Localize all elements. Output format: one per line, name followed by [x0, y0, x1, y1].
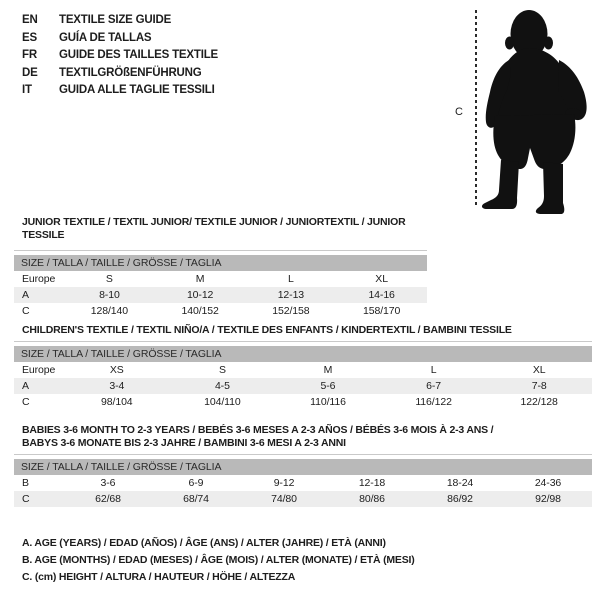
row-value: 12-13 — [277, 289, 305, 301]
table-row — [14, 378, 592, 394]
language-code: DE — [22, 66, 38, 79]
row-value: 110/116 — [310, 396, 346, 408]
row-value: 3-4 — [109, 380, 125, 392]
row-label: Europe — [22, 273, 56, 285]
baby-silhouette-icon — [481, 4, 599, 214]
row-value: 68/74 — [183, 493, 209, 505]
language-label: GUÍA DE TALLAS — [59, 31, 152, 44]
table-top-line — [14, 341, 592, 342]
section-title — [22, 424, 592, 450]
row-value: XL — [532, 364, 546, 376]
row-value: 12-18 — [358, 477, 386, 489]
footnote-line: A. AGE (YEARS) / EDAD (AÑOS) / ÂGE (ANS) / ALTER (JAHRE) / ETÀ (ANNI) — [22, 537, 386, 549]
table-row — [14, 303, 427, 319]
row-value: 24-36 — [534, 477, 562, 489]
language-label: GUIDE DES TAILLES TEXTILE — [59, 49, 218, 62]
row-label: B — [22, 477, 29, 489]
table-top-line — [14, 250, 427, 251]
language-label: TEXTILGRÖßENFÜHRUNG — [59, 66, 202, 79]
row-value: 6-9 — [188, 477, 204, 489]
section-title — [22, 324, 592, 337]
row-value: L — [288, 273, 294, 285]
row-label: A — [22, 380, 29, 392]
row-value: 86/92 — [447, 493, 473, 505]
row-value: S — [105, 273, 113, 285]
height-marker-label: C — [455, 106, 463, 118]
language-row — [22, 30, 218, 48]
language-row — [22, 12, 218, 30]
row-value: 6-7 — [426, 380, 442, 392]
language-list — [22, 12, 218, 100]
row-value: XL — [375, 273, 388, 285]
size-section — [14, 216, 427, 319]
row-value: 7-8 — [531, 380, 547, 392]
row-value: 8-10 — [99, 289, 120, 301]
size-table — [14, 454, 592, 507]
size-header-bar: SIZE / TALLA / TAILLE / GRÖSSE / TAGLIA — [14, 255, 427, 271]
language-label: TEXTILE SIZE GUIDE — [59, 14, 172, 26]
language-row — [22, 82, 218, 100]
row-value: 5-6 — [320, 380, 336, 392]
row-value: 74/80 — [271, 493, 297, 505]
table-row — [14, 475, 592, 491]
language-row — [22, 47, 218, 65]
row-value: 3-6 — [100, 477, 116, 489]
table-row — [14, 394, 592, 410]
row-value: M — [323, 364, 333, 376]
row-value: 4-5 — [214, 380, 230, 392]
row-value: L — [430, 364, 437, 376]
row-value: 62/68 — [95, 493, 121, 505]
row-value: 158/170 — [362, 305, 401, 317]
section-title-line: BABYS 3-6 MONATE BIS 2-3 JAHRE / BAMBINI 3-6 MESI A 2-3 ANNI — [22, 437, 346, 449]
section-title — [22, 216, 427, 242]
language-code: IT — [22, 84, 32, 97]
row-label: C — [22, 493, 30, 505]
row-value: 18-24 — [446, 477, 474, 489]
row-value: 9-12 — [273, 477, 295, 489]
row-label: Europe — [22, 364, 56, 376]
row-value: 92/98 — [535, 493, 561, 505]
row-value: 122/128 — [520, 396, 558, 408]
language-row — [22, 65, 218, 83]
section-title-line: CHILDREN'S TEXTILE / TEXTIL NIÑO/A / TEXTILE DES ENFANTS / KINDERTEXTIL / BAMBINI TESSILE — [22, 324, 512, 336]
size-section — [14, 424, 592, 507]
row-label: C — [22, 305, 30, 317]
table-top-line — [14, 454, 592, 455]
size-table — [14, 341, 592, 410]
section-title-line: BABIES 3-6 MONTH TO 2-3 YEARS / BEBÉS 3-6 MESES A 2-3 AÑOS / BÉBÉS 3-6 MOIS À 2-3 ANS / — [22, 424, 494, 436]
section-title-line: JUNIOR TEXTILE / TEXTIL JUNIOR/ TEXTILE JUNIOR / JUNIORTEXTIL / JUNIOR TESSILE — [22, 216, 406, 241]
footnotes — [22, 535, 415, 585]
table-row — [14, 287, 427, 303]
footnote-line: C. (cm) HEIGHT / ALTURA / HAUTEUR / HÖHE / ALTEZZA — [22, 570, 296, 583]
size-table — [14, 250, 427, 319]
row-value: 80/86 — [359, 493, 385, 505]
row-value: 116/122 — [415, 396, 452, 408]
language-code: FR — [22, 49, 37, 62]
row-value: S — [218, 364, 226, 376]
table-row — [14, 362, 592, 378]
language-code: EN — [22, 14, 38, 26]
row-value: 104/110 — [204, 396, 241, 408]
row-value: M — [195, 273, 205, 285]
row-value: 152/158 — [272, 305, 310, 317]
size-section — [14, 324, 592, 410]
height-measure-line — [475, 10, 477, 208]
row-label: C — [22, 396, 30, 408]
row-value: 140/152 — [181, 305, 219, 317]
row-label: A — [22, 289, 29, 301]
language-label: GUIDA ALLE TAGLIE TESSILI — [59, 84, 215, 97]
row-value: 98/104 — [101, 396, 133, 408]
table-row — [14, 271, 427, 287]
footnote-line: B. AGE (MONTHS) / EDAD (MESES) / ÂGE (MOIS) / ALTER (MONATE) / ETÀ (MESI) — [22, 553, 415, 566]
size-header-bar: SIZE / TALLA / TAILLE / GRÖSSE / TAGLIA — [14, 459, 592, 475]
row-value: 14-16 — [368, 289, 395, 301]
language-code: ES — [22, 31, 37, 44]
row-value: 128/140 — [90, 305, 128, 317]
row-value: XS — [109, 364, 124, 376]
table-row — [14, 491, 592, 507]
row-value: 10-12 — [186, 289, 214, 301]
size-header-bar: SIZE / TALLA / TAILLE / GRÖSSE / TAGLIA — [14, 346, 592, 362]
